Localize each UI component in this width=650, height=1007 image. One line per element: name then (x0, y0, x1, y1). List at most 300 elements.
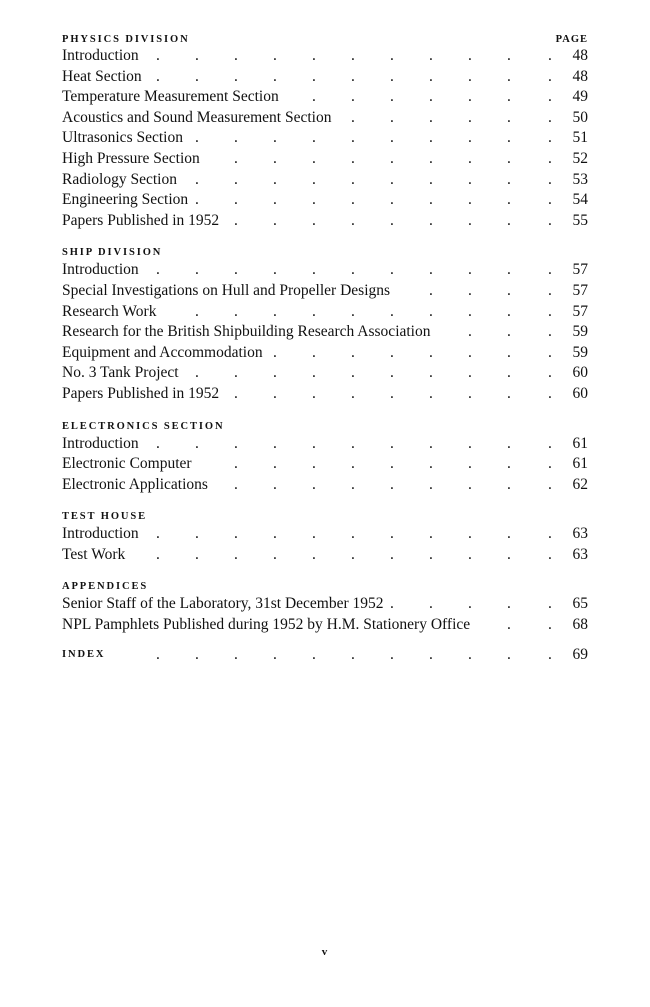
leader-dot: . (156, 525, 160, 543)
entry-title: Research Work (62, 302, 157, 320)
leader-dot: . (468, 343, 472, 361)
leader-dot: . (429, 455, 433, 473)
leader-dot: . (507, 323, 511, 341)
entry-page-number: 57 (572, 281, 588, 299)
toc-entry (62, 594, 588, 615)
section-title: ELECTRONICS SECTION (62, 420, 225, 432)
leader-dot: . (548, 302, 552, 320)
leader-dot: . (156, 67, 160, 85)
leader-dot: . (234, 364, 238, 382)
leader-dot: . (390, 302, 394, 320)
leader-dot: . (390, 455, 394, 473)
leader-dot: . (351, 364, 355, 382)
leader-dot: . (507, 149, 511, 167)
leader-dot: . (507, 281, 511, 299)
entry-title: NPL Pamphlets Published during 1952 by H.M. Stationery Office (62, 616, 471, 634)
leader-dot: . (468, 364, 472, 382)
entry-page-number: 60 (572, 364, 588, 382)
entry-page-number: 55 (572, 211, 588, 229)
leader-dot: . (234, 545, 238, 563)
entry-title: Acoustics and Sound Measurement Section (62, 108, 332, 126)
entry-title: Radiology Section (62, 170, 177, 188)
leader-dot: . (312, 343, 316, 361)
leader-dot: . (468, 211, 472, 229)
leader-dot: . (234, 455, 238, 473)
leader-dot: . (548, 384, 552, 402)
entry-title: Introduction (62, 47, 139, 64)
entry-page-number: 54 (572, 191, 588, 209)
leader-dot: . (273, 211, 277, 229)
leader-dot: . (273, 67, 277, 85)
leader-dot: . (548, 343, 552, 361)
leader-dot: . (273, 261, 277, 279)
entry-title: Research for the British Shipbuilding Research Association (62, 323, 431, 341)
leader-dot: . (195, 302, 199, 320)
section-title: TEST HOUSE (62, 511, 148, 523)
leader-dot: . (548, 191, 552, 209)
leader-dot: . (351, 211, 355, 229)
leader-dot: . (195, 47, 199, 64)
leader-dot: . (507, 545, 511, 563)
leader-dot: . (234, 384, 238, 402)
section-heading-row (62, 506, 588, 523)
leader-dot: . (548, 545, 552, 563)
entry-title: Special Investigations on Hull and Propeller Designs (62, 281, 391, 299)
toc-entry (62, 190, 588, 211)
leader-dot: . (429, 88, 433, 106)
toc-entry (62, 615, 588, 636)
section-heading-row (62, 416, 588, 433)
leader-dot: . (390, 211, 394, 229)
leader-dot: . (507, 616, 511, 634)
leader-dot: . (390, 545, 394, 563)
leader-dots (62, 645, 588, 665)
leader-dot: . (548, 47, 552, 64)
leader-dot: . (429, 525, 433, 543)
leader-dot: . (468, 545, 472, 563)
leader-dot: . (234, 170, 238, 188)
leader-dot: . (234, 47, 238, 64)
leader-dot: . (312, 261, 316, 279)
leader-dot: . (273, 343, 277, 361)
leader-dot: . (195, 645, 199, 663)
toc-entry (62, 384, 588, 405)
leader-dots (62, 260, 588, 280)
leader-dot: . (507, 88, 511, 106)
toc-entry (62, 322, 588, 343)
leader-dot: . (468, 455, 472, 473)
leader-dot: . (548, 455, 552, 473)
toc-section (62, 242, 588, 404)
leader-dot: . (429, 129, 433, 147)
leader-dot: . (429, 384, 433, 402)
leader-dot: . (507, 261, 511, 279)
leader-dot: . (195, 525, 199, 543)
index-title: INDEX (62, 648, 106, 660)
leader-dot: . (468, 384, 472, 402)
leader-dot: . (507, 434, 511, 452)
toc-entry (62, 128, 588, 149)
toc-entry (62, 67, 588, 88)
leader-dot: . (548, 364, 552, 382)
leader-dot: . (195, 261, 199, 279)
leader-dot: . (390, 88, 394, 106)
leader-dot: . (234, 191, 238, 209)
leader-dot: . (156, 645, 160, 663)
leader-dot: . (390, 364, 394, 382)
leader-dots (62, 46, 588, 66)
index-page-number: 69 (572, 645, 588, 663)
leader-dot: . (429, 475, 433, 493)
leader-dot: . (429, 108, 433, 126)
entry-page-number: 57 (572, 261, 588, 279)
leader-dot: . (351, 455, 355, 473)
leader-dot: . (312, 545, 316, 563)
leader-dot: . (507, 343, 511, 361)
leader-dot: . (390, 129, 394, 147)
leader-dot: . (312, 645, 316, 663)
leader-dot: . (468, 302, 472, 320)
leader-dot: . (312, 455, 316, 473)
section-title: PHYSICS DIVISION (62, 34, 190, 45)
entry-title: Engineering Section (62, 191, 189, 209)
toc-entry (62, 108, 588, 129)
entry-title: Senior Staff of the Laboratory, 31st December 1952 (62, 595, 384, 613)
entry-page-number: 65 (572, 595, 588, 613)
leader-dot: . (156, 545, 160, 563)
page-column-label: PAGE (555, 34, 588, 45)
leader-dot: . (548, 616, 552, 634)
entry-page-number: 62 (572, 475, 588, 493)
leader-dot: . (351, 170, 355, 188)
leader-dot: . (468, 645, 472, 663)
entry-page-number: 49 (572, 88, 588, 106)
leader-dot: . (312, 384, 316, 402)
leader-dot: . (234, 434, 238, 452)
leader-dot: . (468, 129, 472, 147)
toc-entry (62, 211, 588, 232)
entry-page-number: 53 (572, 170, 588, 188)
leader-dot: . (390, 67, 394, 85)
leader-dot: . (234, 129, 238, 147)
leader-dot: . (429, 343, 433, 361)
leader-dot: . (351, 434, 355, 452)
section-heading-row (62, 30, 588, 46)
leader-dot: . (468, 47, 472, 64)
leader-dot: . (429, 595, 433, 613)
entry-page-number: 50 (572, 108, 588, 126)
leader-dot: . (390, 261, 394, 279)
leader-dot: . (312, 434, 316, 452)
leader-dot: . (351, 475, 355, 493)
leader-dot: . (312, 211, 316, 229)
leader-dot: . (273, 384, 277, 402)
leader-dot: . (548, 595, 552, 613)
leader-dot: . (234, 525, 238, 543)
index-entry (62, 645, 588, 666)
leader-dot: . (234, 302, 238, 320)
leader-dot: . (234, 261, 238, 279)
leader-dot: . (312, 364, 316, 382)
entry-page-number: 60 (572, 384, 588, 402)
entry-title: Test Work (62, 545, 126, 563)
leader-dot: . (468, 475, 472, 493)
leader-dot: . (468, 261, 472, 279)
entry-page-number: 57 (572, 302, 588, 320)
toc-entry (62, 454, 588, 475)
leader-dot: . (390, 475, 394, 493)
leader-dot: . (273, 191, 277, 209)
leader-dot: . (548, 323, 552, 341)
leader-dot: . (390, 191, 394, 209)
toc-entry (62, 302, 588, 323)
leader-dot: . (351, 149, 355, 167)
leader-dot: . (390, 47, 394, 64)
leader-dot: . (507, 67, 511, 85)
leader-dot: . (234, 67, 238, 85)
leader-dot: . (507, 475, 511, 493)
leader-dot: . (195, 67, 199, 85)
leader-dot: . (548, 108, 552, 126)
leader-dot: . (273, 434, 277, 452)
leader-dot: . (156, 261, 160, 279)
entry-title: Papers Published in 1952 (62, 211, 220, 229)
entry-title: Temperature Measurement Section (62, 88, 279, 106)
leader-dot: . (273, 149, 277, 167)
toc-entry (62, 149, 588, 170)
leader-dot: . (468, 88, 472, 106)
leader-dot: . (429, 149, 433, 167)
leader-dot: . (273, 475, 277, 493)
leader-dot: . (429, 281, 433, 299)
leader-dot: . (468, 595, 472, 613)
entry-page-number: 48 (572, 67, 588, 85)
leader-dot: . (468, 170, 472, 188)
toc-section (62, 416, 588, 496)
leader-dot: . (429, 545, 433, 563)
leader-dot: . (429, 191, 433, 209)
leader-dot: . (429, 170, 433, 188)
leader-dot: . (390, 343, 394, 361)
leader-dot: . (429, 261, 433, 279)
leader-dot: . (468, 191, 472, 209)
leader-dot: . (468, 67, 472, 85)
leader-dot: . (390, 384, 394, 402)
leader-dot: . (548, 170, 552, 188)
leader-dot: . (351, 545, 355, 563)
leader-dot: . (351, 129, 355, 147)
leader-dot: . (390, 434, 394, 452)
leader-dot: . (468, 108, 472, 126)
leader-dot: . (507, 129, 511, 147)
leader-dot: . (548, 211, 552, 229)
leader-dot: . (312, 67, 316, 85)
entry-page-number: 63 (572, 525, 588, 543)
leader-dot: . (468, 323, 472, 341)
leader-dot: . (312, 170, 316, 188)
leader-dot: . (507, 302, 511, 320)
leader-dot: . (429, 434, 433, 452)
leader-dot: . (390, 525, 394, 543)
entry-title: High Pressure Section (62, 149, 200, 167)
leader-dot: . (312, 475, 316, 493)
leader-dot: . (390, 645, 394, 663)
leader-dot: . (234, 211, 238, 229)
leader-dot: . (429, 645, 433, 663)
leader-dot: . (312, 129, 316, 147)
leader-dot: . (429, 302, 433, 320)
leader-dot: . (548, 261, 552, 279)
leader-dot: . (390, 108, 394, 126)
leader-dot: . (548, 475, 552, 493)
toc-entry (62, 170, 588, 191)
leader-dot: . (156, 47, 160, 64)
leader-dot: . (273, 47, 277, 64)
entry-page-number: 51 (572, 129, 588, 147)
leader-dot: . (351, 88, 355, 106)
leader-dot: . (507, 191, 511, 209)
leader-dot: . (195, 129, 199, 147)
leader-dot: . (507, 47, 511, 64)
leader-dot: . (234, 149, 238, 167)
leader-dot: . (312, 302, 316, 320)
entry-title: Equipment and Accommodation (62, 343, 263, 361)
entry-title: Introduction (62, 525, 139, 543)
entry-title: Introduction (62, 434, 139, 452)
leader-dot: . (351, 343, 355, 361)
leader-dot: . (195, 545, 199, 563)
entry-title: Electronic Applications (62, 475, 208, 493)
leader-dots (62, 524, 588, 544)
leader-dot: . (234, 645, 238, 663)
leader-dot: . (312, 88, 316, 106)
leader-dot: . (195, 191, 199, 209)
contents-page (62, 30, 588, 665)
leader-dot: . (548, 525, 552, 543)
leader-dot: . (273, 455, 277, 473)
leader-dot: . (312, 149, 316, 167)
leader-dot: . (351, 47, 355, 64)
entry-page-number: 68 (572, 616, 588, 634)
toc-section (62, 506, 588, 565)
leader-dot: . (273, 545, 277, 563)
leader-dot: . (351, 525, 355, 543)
leader-dot: . (429, 47, 433, 64)
leader-dot: . (468, 281, 472, 299)
leader-dot: . (468, 149, 472, 167)
leader-dot: . (312, 191, 316, 209)
toc-section (62, 576, 588, 635)
leader-dot: . (507, 170, 511, 188)
toc-entry (62, 434, 588, 455)
leader-dot: . (548, 88, 552, 106)
entry-page-number: 61 (572, 455, 588, 473)
section-heading-row (62, 242, 588, 259)
leader-dot: . (429, 211, 433, 229)
entry-title: Electronic Computer (62, 455, 192, 473)
section-title: SHIP DIVISION (62, 247, 163, 259)
entry-title: Introduction (62, 261, 139, 279)
entry-page-number: 52 (572, 149, 588, 167)
toc-entry (62, 46, 588, 67)
leader-dot: . (312, 47, 316, 64)
leader-dot: . (390, 595, 394, 613)
leader-dot: . (195, 170, 199, 188)
leader-dot: . (351, 108, 355, 126)
entry-page-number: 59 (572, 323, 588, 341)
leader-dot: . (507, 108, 511, 126)
leader-dot: . (507, 645, 511, 663)
toc-entry (62, 363, 588, 384)
toc-entry (62, 545, 588, 566)
leader-dot: . (273, 129, 277, 147)
leader-dots (62, 434, 588, 454)
leader-dot: . (548, 281, 552, 299)
leader-dot: . (507, 364, 511, 382)
leader-dot: . (351, 302, 355, 320)
leader-dot: . (156, 434, 160, 452)
leader-dot: . (273, 525, 277, 543)
toc-entry (62, 260, 588, 281)
leader-dot: . (273, 645, 277, 663)
leader-dot: . (548, 645, 552, 663)
leader-dot: . (429, 67, 433, 85)
leader-dot: . (390, 170, 394, 188)
toc-entry (62, 475, 588, 496)
toc-section (62, 30, 588, 231)
entry-title: Papers Published in 1952 (62, 384, 220, 402)
toc-entry (62, 281, 588, 302)
leader-dot: . (273, 302, 277, 320)
entry-page-number: 59 (572, 343, 588, 361)
leader-dot: . (468, 434, 472, 452)
toc-entry (62, 87, 588, 108)
leader-dot: . (507, 211, 511, 229)
section-heading-row (62, 576, 588, 593)
entry-page-number: 48 (572, 47, 588, 64)
leader-dot: . (507, 384, 511, 402)
leader-dot: . (273, 170, 277, 188)
leader-dot: . (507, 525, 511, 543)
leader-dot: . (351, 67, 355, 85)
leader-dots (62, 545, 588, 565)
leader-dot: . (468, 525, 472, 543)
leader-dot: . (351, 261, 355, 279)
leader-dot: . (548, 67, 552, 85)
entry-title: Ultrasonics Section (62, 129, 183, 147)
section-title: APPENDICES (62, 581, 149, 593)
entry-page-number: 61 (572, 434, 588, 452)
leader-dot: . (548, 129, 552, 147)
leader-dot: . (273, 364, 277, 382)
leader-dot: . (507, 595, 511, 613)
leader-dot: . (507, 455, 511, 473)
leader-dot: . (390, 149, 394, 167)
toc-entry (62, 343, 588, 364)
leader-dot: . (429, 364, 433, 382)
page-folio: v (321, 946, 329, 958)
leader-dot: . (351, 191, 355, 209)
entry-title: Heat Section (62, 67, 142, 85)
entry-title: No. 3 Tank Project (62, 364, 179, 382)
entry-page-number: 63 (572, 545, 588, 563)
leader-dot: . (548, 149, 552, 167)
leader-dot: . (234, 475, 238, 493)
leader-dot: . (351, 645, 355, 663)
leader-dot: . (351, 384, 355, 402)
leader-dot: . (195, 434, 199, 452)
leader-dot: . (312, 525, 316, 543)
